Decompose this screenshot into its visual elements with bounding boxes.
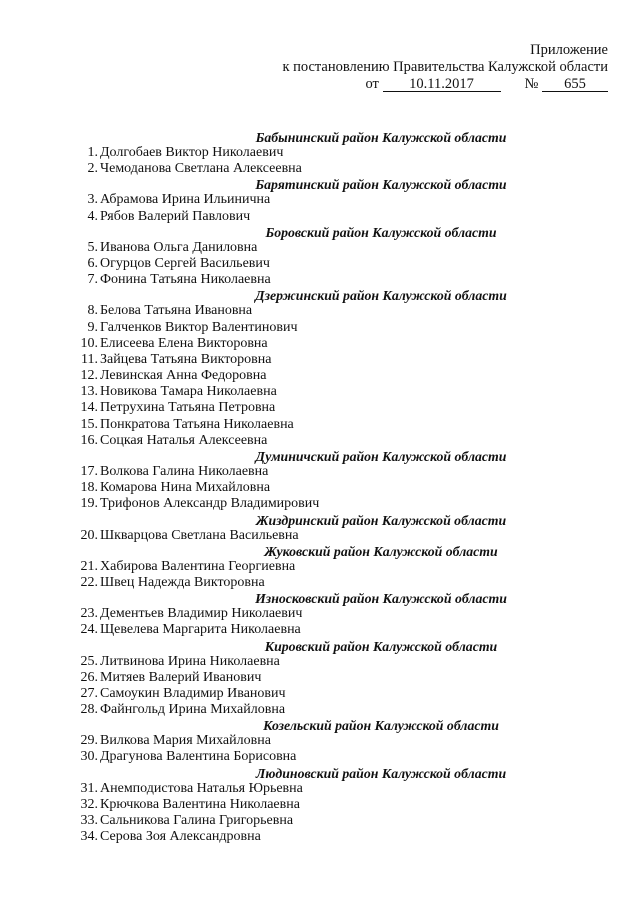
- district-heading: Кировский район Калужской области: [264, 638, 498, 654]
- list-item: [72, 433, 542, 449]
- list-item: [72, 384, 542, 400]
- item-number: 18.: [80, 480, 98, 496]
- person-name: Фонина Татьяна Николаевна: [100, 272, 271, 288]
- item-number: 22.: [80, 574, 98, 590]
- person-name: Литвинова Ирина Николаевна: [100, 653, 280, 669]
- list-item: [72, 496, 542, 512]
- list-item: [72, 559, 542, 575]
- item-number: 19.: [80, 496, 98, 512]
- item-number: 24.: [80, 622, 98, 638]
- list-item: [72, 622, 542, 638]
- list-item: [72, 606, 542, 622]
- item-number: 8.: [87, 303, 98, 319]
- list-item: [72, 303, 542, 319]
- list-item: [72, 781, 542, 797]
- district-heading: Боровский район Калужской области: [265, 224, 497, 240]
- item-number: 25.: [80, 653, 98, 669]
- person-name: Соцкая Наталья Алексеевна: [100, 432, 268, 448]
- item-number: 5.: [87, 239, 98, 255]
- person-name: Петрухина Татьяна Петровна: [100, 400, 276, 416]
- person-name: Левинская Анна Федоровна: [100, 368, 267, 384]
- person-name: Вилкова Мария Михайловна: [100, 733, 271, 749]
- list-item: [72, 733, 542, 749]
- appendix-title: Приложение: [530, 42, 608, 58]
- item-number: 26.: [80, 669, 98, 685]
- list-item: [72, 686, 542, 702]
- item-number: 32.: [80, 796, 98, 812]
- item-number: 30.: [80, 749, 98, 765]
- item-number: 28.: [80, 702, 98, 718]
- district-heading: Думиничский район Калужской области: [255, 449, 507, 464]
- district-heading: Износковский район Калужской области: [255, 591, 507, 607]
- list-item: [72, 400, 542, 416]
- list-item: [72, 192, 542, 208]
- item-number: 17.: [80, 464, 98, 479]
- item-number: 6.: [87, 255, 98, 271]
- item-number: 4.: [87, 208, 98, 224]
- person-name: Трифонов Александр Владимирович: [100, 496, 320, 512]
- item-number: 3.: [87, 192, 98, 208]
- item-number: 12.: [80, 368, 98, 384]
- person-name: Белова Татьяна Ивановна: [100, 303, 253, 319]
- person-name: Новикова Тамара Николаевна: [100, 384, 277, 400]
- person-name: Сальникова Галина Григорьевна: [100, 813, 294, 828]
- document-date: 10.11.2017: [383, 77, 501, 92]
- district-heading: Козельский район Калужской области: [263, 718, 499, 734]
- person-name: Иванова Ольга Даниловна: [100, 239, 258, 255]
- district-list: [72, 130, 542, 845]
- district-heading: Бабынинский район Калужской области: [255, 130, 507, 145]
- item-number: 9.: [87, 319, 98, 335]
- item-number: 11.: [81, 351, 98, 367]
- person-name: Шкварцова Светлана Васильевна: [100, 527, 299, 543]
- district-heading: Барятинский район Калужской области: [255, 177, 507, 193]
- list-item: [72, 145, 542, 161]
- person-name: Драгунова Валентина Борисовна: [100, 749, 297, 765]
- list-item: [72, 368, 542, 384]
- list-item: [72, 209, 542, 225]
- appendix-subtitle: к постановлению Правительства Калужской области: [282, 59, 608, 75]
- item-number: 34.: [80, 829, 98, 845]
- document-header: [282, 42, 608, 93]
- person-name: Хабирова Валентина Георгиевна: [100, 558, 296, 574]
- item-number: 1.: [87, 145, 98, 160]
- list-item: [72, 575, 542, 591]
- person-name: Митяев Валерий Иванович: [100, 669, 262, 685]
- item-number: 10.: [80, 335, 98, 351]
- number-label: №: [524, 76, 539, 92]
- list-item: [72, 240, 542, 256]
- person-name: Елисеева Елена Викторовна: [100, 335, 268, 351]
- list-item: [72, 528, 542, 544]
- district-heading: Людиновский район Калужской области: [255, 765, 507, 781]
- person-name: Крючкова Валентина Николаевна: [100, 796, 300, 812]
- person-name: Щевелева Маргарита Николаевна: [100, 622, 301, 638]
- person-name: Файнгольд Ирина Михайловна: [100, 702, 286, 718]
- item-number: 15.: [80, 416, 98, 432]
- person-name: Долгобаев Виктор Николаевич: [100, 145, 284, 160]
- person-name: Швец Надежда Викторовна: [100, 574, 265, 590]
- person-name: Понкратова Татьяна Николаевна: [100, 416, 294, 432]
- list-item: [72, 272, 542, 288]
- item-number: 14.: [80, 400, 98, 416]
- list-item: [72, 464, 542, 480]
- list-item: [72, 336, 542, 352]
- person-name: Анемподистова Наталья Юрьевна: [100, 780, 303, 796]
- list-item: [72, 654, 542, 670]
- item-number: 27.: [80, 685, 98, 701]
- date-number-line: [282, 76, 608, 93]
- district-heading: Дзержинский район Калужской области: [255, 288, 507, 304]
- list-item: [72, 670, 542, 686]
- item-number: 23.: [80, 606, 98, 622]
- person-name: Зайцева Татьяна Викторовна: [100, 351, 272, 367]
- from-label: от: [365, 76, 379, 92]
- person-name: Волкова Галина Николаевна: [100, 464, 269, 479]
- list-item: [72, 829, 542, 845]
- list-item: [72, 352, 542, 368]
- district-heading: Жуковский район Калужской области: [264, 543, 498, 559]
- item-number: 2.: [87, 161, 98, 177]
- list-item: [72, 161, 542, 177]
- list-item: [72, 813, 542, 829]
- list-item: [72, 256, 542, 272]
- person-name: Серова Зоя Александровна: [100, 829, 261, 845]
- person-name: Дементьев Владимир Николаевич: [100, 606, 303, 622]
- list-item: [72, 702, 542, 718]
- item-number: 31.: [80, 780, 98, 796]
- list-item: [72, 797, 542, 813]
- list-item: [72, 320, 542, 336]
- item-number: 20.: [80, 527, 98, 543]
- item-number: 33.: [80, 813, 98, 828]
- item-number: 16.: [80, 432, 98, 448]
- item-number: 29.: [80, 733, 98, 749]
- list-item: [72, 417, 542, 433]
- item-number: 7.: [87, 272, 98, 288]
- person-name: Рябов Валерий Павлович: [100, 208, 251, 224]
- person-name: Галченков Виктор Валентинович: [100, 319, 298, 335]
- list-item: [72, 749, 542, 765]
- item-number: 13.: [80, 384, 98, 400]
- document-number: 655: [542, 77, 608, 92]
- person-name: Абрамова Ирина Ильинична: [100, 192, 271, 208]
- person-name: Чемоданова Светлана Алексеевна: [100, 161, 302, 177]
- person-name: Огурцов Сергей Васильевич: [100, 255, 270, 271]
- district-heading: Жиздринский район Калужской области: [255, 512, 507, 528]
- item-number: 21.: [80, 558, 98, 574]
- list-item: [72, 480, 542, 496]
- person-name: Самоукин Владимир Иванович: [100, 685, 286, 701]
- person-name: Комарова Нина Михайловна: [100, 480, 271, 496]
